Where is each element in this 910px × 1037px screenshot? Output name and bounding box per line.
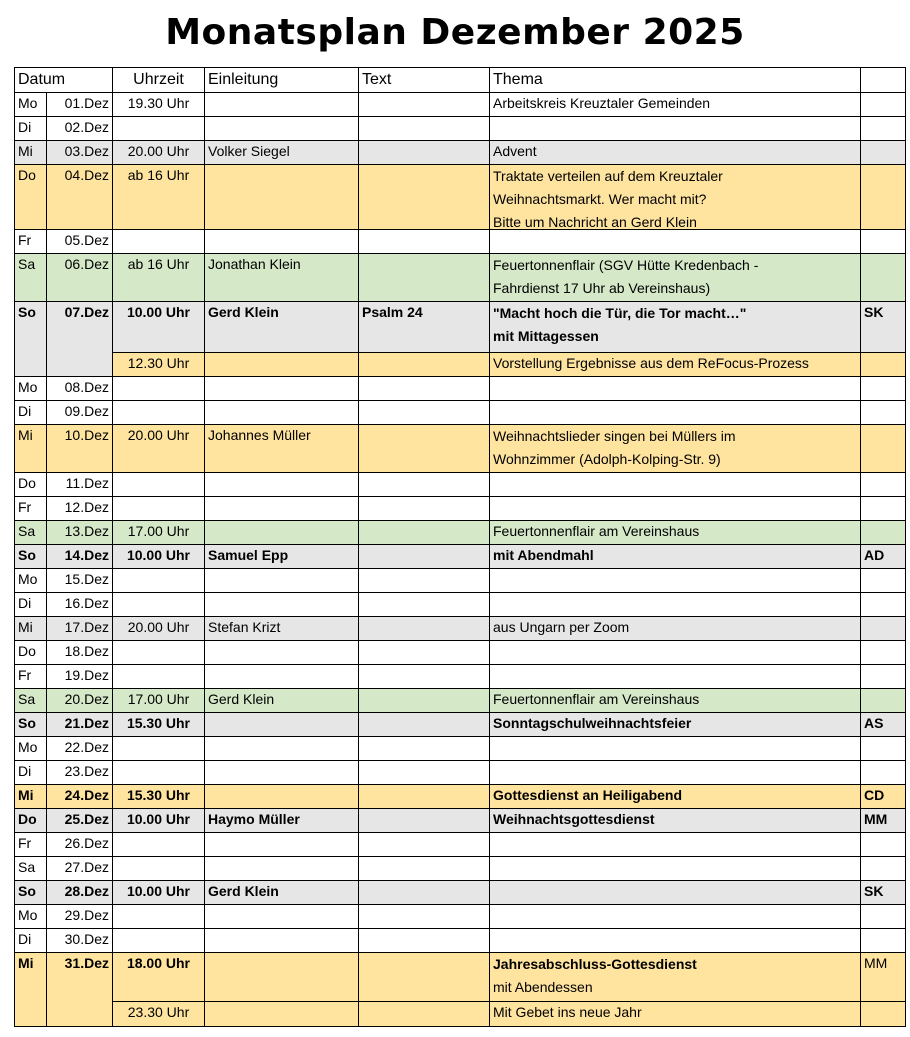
time-cell: [113, 929, 205, 953]
topic-cell: Advent: [490, 141, 861, 165]
topic-cell: [490, 401, 861, 425]
text-cell: [359, 929, 490, 953]
page-title: Monatsplan Dezember 2025: [165, 12, 745, 53]
topic-cell: [490, 761, 861, 785]
time-cell: [113, 230, 205, 254]
text-cell: [359, 521, 490, 545]
topic-cell: [490, 254, 861, 302]
table-row: [15, 497, 906, 521]
lead-cell: [205, 1002, 359, 1027]
topic-cell: [490, 117, 861, 141]
topic-cell: [490, 881, 861, 905]
date-cell: 03.Dez: [47, 141, 113, 165]
day-cell: Di: [15, 761, 47, 785]
text-cell: [359, 545, 490, 569]
lead-cell: Haymo Müller: [205, 809, 359, 833]
date-cell: 07.Dez: [47, 302, 113, 377]
date-cell: 12.Dez: [47, 497, 113, 521]
text-cell: [359, 953, 490, 1002]
topic-cell: [490, 569, 861, 593]
topic-cell: Feuertonnenflair am Vereinshaus: [490, 689, 861, 713]
lead-cell: [205, 521, 359, 545]
code-cell: [861, 425, 906, 473]
day-cell: Do: [15, 165, 47, 230]
text-cell: [359, 905, 490, 929]
text-cell: [359, 761, 490, 785]
time-cell: 10.00 Uhr: [113, 809, 205, 833]
table-row: [15, 713, 906, 737]
code-cell: MM: [861, 953, 906, 1002]
table-row: [15, 809, 906, 833]
lead-cell: [205, 665, 359, 689]
code-cell: [861, 593, 906, 617]
lead-cell: Johannes Müller: [205, 425, 359, 473]
time-cell: [113, 905, 205, 929]
topic-cell: [490, 905, 861, 929]
day-cell: Sa: [15, 521, 47, 545]
table-row: [15, 953, 906, 1002]
lead-cell: [205, 857, 359, 881]
table-row: [15, 1002, 906, 1027]
text-cell: [359, 141, 490, 165]
date-cell: 31.Dez: [47, 953, 113, 1027]
topic-cell: [490, 165, 861, 230]
time-cell: 23.30 Uhr: [113, 1002, 205, 1027]
code-cell: [861, 665, 906, 689]
text-cell: [359, 737, 490, 761]
time-cell: 20.00 Uhr: [113, 425, 205, 473]
lead-cell: Gerd Klein: [205, 302, 359, 353]
code-cell: [861, 1002, 906, 1027]
date-cell: 30.Dez: [47, 929, 113, 953]
lead-cell: [205, 230, 359, 254]
lead-cell: Stefan Krizt: [205, 617, 359, 641]
code-cell: AS: [861, 713, 906, 737]
topic-cell: [490, 377, 861, 401]
topic-cell: Arbeitskreis Kreuztaler Gemeinden: [490, 93, 861, 117]
text-cell: [359, 254, 490, 302]
code-cell: [861, 737, 906, 761]
table-row: [15, 881, 906, 905]
table-row: [15, 665, 906, 689]
time-cell: 17.00 Uhr: [113, 521, 205, 545]
time-cell: 10.00 Uhr: [113, 302, 205, 353]
date-cell: 10.Dez: [47, 425, 113, 473]
text-cell: [359, 117, 490, 141]
day-cell: Mo: [15, 737, 47, 761]
text-cell: [359, 93, 490, 117]
code-cell: [861, 141, 906, 165]
topic-cell: Sonntagschulweihnachtsfeier: [490, 713, 861, 737]
date-cell: 29.Dez: [47, 905, 113, 929]
code-cell: [861, 473, 906, 497]
code-cell: MM: [861, 809, 906, 833]
date-cell: 05.Dez: [47, 230, 113, 254]
lead-cell: [205, 905, 359, 929]
lead-cell: [205, 641, 359, 665]
table-row: [15, 857, 906, 881]
lead-cell: [205, 497, 359, 521]
day-cell: Sa: [15, 689, 47, 713]
table-row: [15, 425, 906, 473]
lead-cell: [205, 473, 359, 497]
code-cell: [861, 905, 906, 929]
code-cell: CD: [861, 785, 906, 809]
topic-cell: [490, 737, 861, 761]
day-cell: Di: [15, 593, 47, 617]
schedule-table: [14, 67, 906, 1027]
table-row: [15, 473, 906, 497]
time-cell: [113, 497, 205, 521]
topic-cell: [490, 302, 861, 353]
lead-cell: Gerd Klein: [205, 881, 359, 905]
text-cell: [359, 497, 490, 521]
day-cell: So: [15, 713, 47, 737]
header-uhrzeit: Uhrzeit: [113, 68, 205, 93]
date-cell: 28.Dez: [47, 881, 113, 905]
lead-cell: [205, 93, 359, 117]
date-cell: 01.Dez: [47, 93, 113, 117]
text-cell: [359, 473, 490, 497]
date-cell: 22.Dez: [47, 737, 113, 761]
day-cell: Mi: [15, 425, 47, 473]
date-cell: 25.Dez: [47, 809, 113, 833]
table-row: [15, 545, 906, 569]
table-row: [15, 93, 906, 117]
text-cell: [359, 641, 490, 665]
table-row: [15, 761, 906, 785]
text-cell: [359, 353, 490, 377]
day-cell: Sa: [15, 857, 47, 881]
table-header-row: [15, 68, 906, 93]
time-cell: [113, 377, 205, 401]
code-cell: [861, 617, 906, 641]
day-cell: Sa: [15, 254, 47, 302]
table-row: [15, 353, 906, 377]
topic-cell: [490, 665, 861, 689]
day-cell: Mo: [15, 93, 47, 117]
date-cell: 08.Dez: [47, 377, 113, 401]
date-cell: 23.Dez: [47, 761, 113, 785]
day-cell: Mi: [15, 953, 47, 1027]
time-cell: 10.00 Uhr: [113, 881, 205, 905]
text-cell: [359, 809, 490, 833]
date-cell: 15.Dez: [47, 569, 113, 593]
text-cell: [359, 401, 490, 425]
topic-cell: [490, 425, 861, 473]
topic-cell: [490, 833, 861, 857]
date-cell: 24.Dez: [47, 785, 113, 809]
code-cell: [861, 165, 906, 230]
topic-cell: [490, 929, 861, 953]
code-cell: SK: [861, 881, 906, 905]
lead-cell: Gerd Klein: [205, 689, 359, 713]
topic-line: Weihnachtslieder singen bei Müllers im: [493, 428, 736, 444]
code-cell: [861, 857, 906, 881]
code-cell: [861, 377, 906, 401]
time-cell: [113, 737, 205, 761]
date-cell: 14.Dez: [47, 545, 113, 569]
date-cell: 20.Dez: [47, 689, 113, 713]
lead-cell: [205, 569, 359, 593]
text-cell: [359, 833, 490, 857]
text-cell: [359, 165, 490, 230]
time-cell: [113, 833, 205, 857]
table-row: [15, 377, 906, 401]
topic-cell: [490, 953, 861, 1002]
time-cell: ab 16 Uhr: [113, 254, 205, 302]
header-datum: Datum: [15, 68, 113, 93]
code-cell: [861, 833, 906, 857]
day-cell: Di: [15, 929, 47, 953]
topic-line: mit Mittagessen: [493, 328, 599, 344]
code-cell: [861, 497, 906, 521]
topic-cell: [490, 473, 861, 497]
date-cell: 18.Dez: [47, 641, 113, 665]
day-cell: Mi: [15, 785, 47, 809]
topic-cell: [490, 641, 861, 665]
table-row: [15, 401, 906, 425]
day-cell: Do: [15, 641, 47, 665]
code-cell: [861, 117, 906, 141]
time-cell: 10.00 Uhr: [113, 545, 205, 569]
time-cell: 19.30 Uhr: [113, 93, 205, 117]
topic-cell: [490, 230, 861, 254]
time-cell: [113, 857, 205, 881]
day-cell: Fr: [15, 497, 47, 521]
text-cell: [359, 593, 490, 617]
table-row: [15, 689, 906, 713]
day-cell: Fr: [15, 230, 47, 254]
time-cell: [113, 761, 205, 785]
lead-cell: [205, 401, 359, 425]
code-cell: [861, 929, 906, 953]
text-cell: [359, 569, 490, 593]
date-cell: 21.Dez: [47, 713, 113, 737]
topic-cell: [490, 593, 861, 617]
topic-cell: [490, 497, 861, 521]
lead-cell: [205, 353, 359, 377]
table-row: [15, 737, 906, 761]
date-cell: 13.Dez: [47, 521, 113, 545]
text-cell: [359, 1002, 490, 1027]
table-row: [15, 521, 906, 545]
time-cell: 20.00 Uhr: [113, 141, 205, 165]
code-cell: [861, 641, 906, 665]
code-cell: [861, 521, 906, 545]
date-cell: 26.Dez: [47, 833, 113, 857]
date-cell: 11.Dez: [47, 473, 113, 497]
code-cell: [861, 353, 906, 377]
topic-line: Bitte um Nachricht an Gerd Klein: [493, 214, 697, 229]
text-cell: Psalm 24: [359, 302, 490, 353]
date-cell: 17.Dez: [47, 617, 113, 641]
day-cell: Mo: [15, 377, 47, 401]
code-cell: [861, 689, 906, 713]
topic-line: Traktate verteilen auf dem Kreuztaler: [493, 168, 723, 184]
day-cell: So: [15, 545, 47, 569]
lead-cell: Volker Siegel: [205, 141, 359, 165]
lead-cell: [205, 761, 359, 785]
topic-line: Weihnachtsmarkt. Wer macht mit?: [493, 191, 707, 207]
code-cell: AD: [861, 545, 906, 569]
time-cell: ab 16 Uhr: [113, 165, 205, 230]
table-row: [15, 905, 906, 929]
day-cell: Fr: [15, 665, 47, 689]
day-cell: Di: [15, 117, 47, 141]
date-cell: 04.Dez: [47, 165, 113, 230]
text-cell: [359, 425, 490, 473]
code-cell: [861, 230, 906, 254]
table-row: [15, 165, 906, 230]
topic-cell: Feuertonnenflair am Vereinshaus: [490, 521, 861, 545]
lead-cell: Samuel Epp: [205, 545, 359, 569]
time-cell: [113, 473, 205, 497]
time-cell: [113, 117, 205, 141]
text-cell: [359, 689, 490, 713]
table-row: [15, 254, 906, 302]
lead-cell: [205, 833, 359, 857]
day-cell: Do: [15, 473, 47, 497]
lead-cell: [205, 117, 359, 141]
date-cell: 09.Dez: [47, 401, 113, 425]
text-cell: [359, 617, 490, 641]
code-cell: [861, 569, 906, 593]
day-cell: So: [15, 881, 47, 905]
table-row: [15, 117, 906, 141]
date-cell: 27.Dez: [47, 857, 113, 881]
code-cell: [861, 761, 906, 785]
text-cell: [359, 785, 490, 809]
header-einleitung: Einleitung: [205, 68, 359, 93]
code-cell: [861, 401, 906, 425]
lead-cell: [205, 713, 359, 737]
topic-cell: Mit Gebet ins neue Jahr: [490, 1002, 861, 1027]
time-cell: 18.00 Uhr: [113, 953, 205, 1002]
code-cell: SK: [861, 302, 906, 353]
day-cell: Mi: [15, 141, 47, 165]
time-cell: 12.30 Uhr: [113, 353, 205, 377]
time-cell: 15.30 Uhr: [113, 785, 205, 809]
date-cell: 02.Dez: [47, 117, 113, 141]
text-cell: [359, 665, 490, 689]
time-cell: [113, 401, 205, 425]
day-cell: Fr: [15, 833, 47, 857]
day-cell: Mi: [15, 617, 47, 641]
topic-line: Feuertonnenflair (SGV Hütte Kredenbach -: [493, 257, 759, 273]
table-row: [15, 785, 906, 809]
date-cell: 06.Dez: [47, 254, 113, 302]
topic-cell: aus Ungarn per Zoom: [490, 617, 861, 641]
topic-cell: Vorstellung Ergebnisse aus dem ReFocus-Prozess: [490, 353, 861, 377]
lead-cell: [205, 953, 359, 1002]
text-cell: [359, 857, 490, 881]
text-cell: [359, 377, 490, 401]
text-cell: [359, 713, 490, 737]
topic-cell: Gottesdienst an Heiligabend: [490, 785, 861, 809]
time-cell: [113, 593, 205, 617]
time-cell: [113, 665, 205, 689]
code-cell: [861, 93, 906, 117]
day-cell: Mo: [15, 569, 47, 593]
time-cell: [113, 641, 205, 665]
table-row: [15, 593, 906, 617]
lead-cell: [205, 737, 359, 761]
lead-cell: [205, 785, 359, 809]
code-cell: [861, 254, 906, 302]
table-row: [15, 302, 906, 353]
text-cell: [359, 230, 490, 254]
date-cell: 16.Dez: [47, 593, 113, 617]
time-cell: 15.30 Uhr: [113, 713, 205, 737]
table-row: [15, 230, 906, 254]
time-cell: [113, 569, 205, 593]
day-cell: Mo: [15, 905, 47, 929]
time-cell: 20.00 Uhr: [113, 617, 205, 641]
table-row: [15, 617, 906, 641]
day-cell: Di: [15, 401, 47, 425]
lead-cell: Jonathan Klein: [205, 254, 359, 302]
lead-cell: [205, 593, 359, 617]
table-row: [15, 141, 906, 165]
topic-line: mit Abendessen: [493, 979, 593, 995]
topic-line: Fahrdienst 17 Uhr ab Vereinshaus): [493, 280, 711, 296]
topic-cell: Weihnachtsgottesdienst: [490, 809, 861, 833]
header-kuerzel: [861, 68, 906, 93]
lead-cell: [205, 929, 359, 953]
table-row: [15, 569, 906, 593]
topic-cell: mit Abendmahl: [490, 545, 861, 569]
table-row: [15, 929, 906, 953]
header-text: Text: [359, 68, 490, 93]
topic-line: Wohnzimmer (Adolph-Kolping-Str. 9): [493, 451, 721, 467]
time-cell: 17.00 Uhr: [113, 689, 205, 713]
lead-cell: [205, 165, 359, 230]
header-thema: Thema: [490, 68, 861, 93]
topic-cell: [490, 857, 861, 881]
day-cell: So: [15, 302, 47, 377]
text-cell: [359, 881, 490, 905]
date-cell: 19.Dez: [47, 665, 113, 689]
table-row: [15, 641, 906, 665]
lead-cell: [205, 377, 359, 401]
topic-line: Jahresabschluss-Gottesdienst: [493, 956, 697, 972]
table-row: [15, 833, 906, 857]
topic-line: "Macht hoch die Tür, die Tor macht…": [493, 305, 747, 321]
day-cell: Do: [15, 809, 47, 833]
